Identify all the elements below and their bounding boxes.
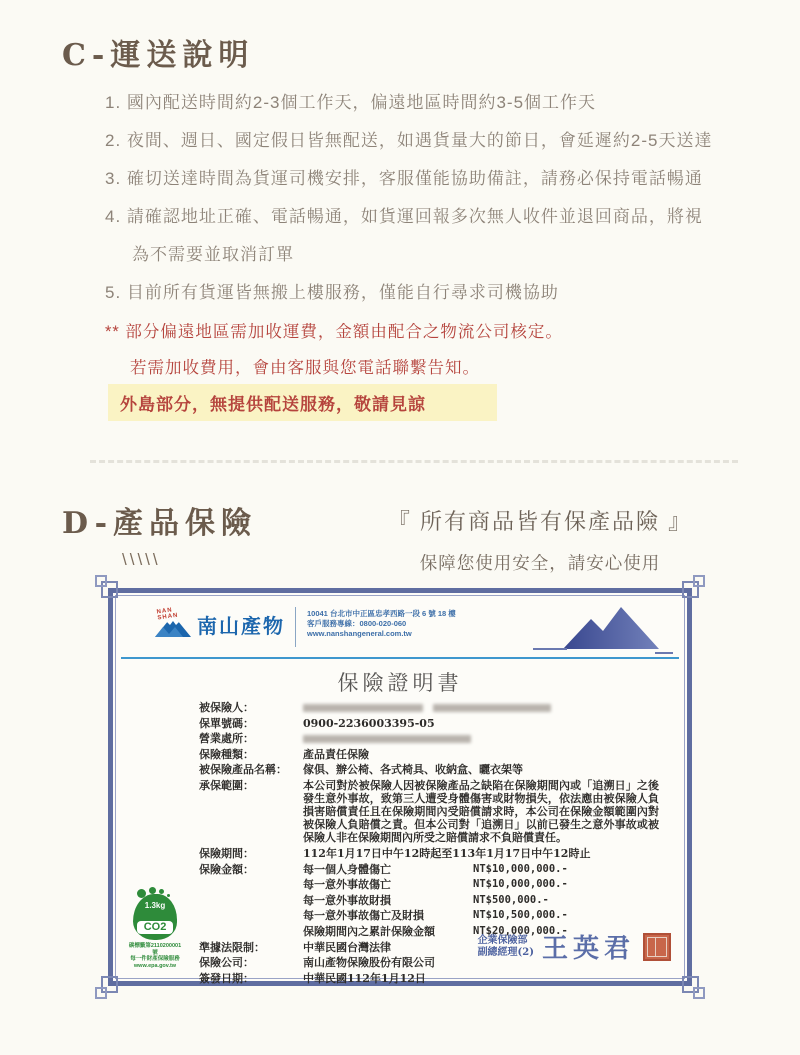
carbon-label-text: 碳標籤第2110200001號 每一件財產保險服務 www.epa.gov.tw: [128, 943, 182, 969]
field-insured: 被保險人：: [199, 701, 659, 714]
nanshan-mountain-icon: NAN SHAN: [153, 607, 193, 641]
field-insured-products: 被保險產品名稱： 傢俱、辦公椅、各式椅具、收納盒、曬衣架等: [199, 763, 523, 776]
signature-seal-icon: [643, 933, 671, 961]
amount-row: 保險期間內之累計保險金額 NT$20,000,000.-: [303, 924, 568, 938]
insurance-certificate: [108, 588, 692, 986]
field-issue-date: 簽發日期： 中華民國112年1月12日: [199, 971, 426, 985]
surcharge-note: ** 部分偏遠地區需加收運費，金額由配合之物流公司核定。: [105, 323, 563, 341]
field-insurance-type: 保險種類： 產品責任保險: [199, 747, 369, 761]
amount-row: 保險金額： 每一個人身體傷亡 NT$10,000,000.-: [199, 862, 568, 876]
surcharge-note-2: 若需加收費用，會由客服與您電話聯繫告知。: [130, 359, 480, 377]
certificate-title: 保險證明書: [337, 671, 463, 695]
shipping-instruction-list: [105, 84, 765, 312]
certificate-corner-ornament: [101, 976, 118, 993]
list-item: 1. 國內配送時間約2-3個工作天，偏遠地區時間約3-5個工作天: [105, 93, 597, 112]
list-item: 5. 目前所有貨運皆無搬上樓服務，僅能自行尋求司機協助: [105, 283, 559, 302]
section-d-title: D-產品保險: [62, 506, 258, 541]
amount-row: 每一意外事故財損 NT$500,000.-: [303, 893, 549, 907]
nanshan-logo: [153, 607, 285, 641]
amount-row: 每一意外事故傷亡 NT$10,000,000.-: [303, 878, 568, 891]
company-website: www.nanshangeneral.com.tw: [307, 629, 412, 638]
header-blue-line: [121, 657, 679, 659]
brand-name: 南山產物: [197, 615, 285, 638]
slogan-quote: 『 所有商品皆有保產品險 』: [387, 509, 693, 534]
amount-row: 每一意外事故傷亡及財損 NT$10,500,000.-: [303, 909, 568, 922]
insurance-slogan: [380, 505, 700, 575]
list-item: 4. 請確認地址正確、電話暢通，如貨運回報多次無人收件並退回商品，將視 為不需要並取消訂單: [105, 207, 703, 264]
signer-department: 企業保險部 副總經理(2): [477, 934, 534, 958]
section-divider: [90, 460, 738, 463]
section-c-title: C-運送說明: [62, 38, 255, 73]
service-hotline: 客戶服務專線：0800-020-060: [307, 619, 407, 628]
header-separator: [295, 607, 296, 647]
decorative-slashes: \\\\\: [122, 550, 161, 569]
carbon-footprint-label: [127, 894, 183, 969]
slogan-subtitle: 保障您使用安全，請安心使用: [419, 553, 661, 573]
certificate-corner-ornament: [682, 976, 699, 993]
field-policy-number: 保單號碼： 0900-2236003395-05: [199, 716, 435, 730]
carbon-footprint-icon: 1.3kg CO2: [133, 894, 177, 940]
certificate-corner-ornament: [682, 581, 699, 598]
company-address: 10041 台北市中正區忠孝西路一段 6 號 18 樓: [307, 609, 456, 618]
field-insurer: 保險公司： 南山產物保險股份有限公司: [199, 956, 435, 969]
field-coverage: 承保範圍： 本公司對於被保險人因被保險產品之缺陷在保險期間內或「追溯日」之後發生意外事故，致第三人遭受身體傷害或財物損失，依法應由被保險人負損害賠償責任且在保險期間內受賠償請求時，本公司在保險金額範圍內對被保險人負賠償之責。但本公司對「追溯日」以前已發生之意外事故或被保險人非在保險期間內所受之賠償請求不負賠償責任。: [199, 779, 659, 844]
list-item: 2. 夜間、週日、國定假日皆無配送，如遇貨量大的節日，會延遲約2-5天送達: [105, 131, 713, 150]
field-governing-law: 準據法限制： 中華民國台灣法律: [199, 940, 391, 954]
field-period: 保險期間： 112年1月17日中午12時起至113年1月17日中午12時止: [199, 847, 591, 860]
list-item: 3. 確切送達時間為貨運司機安排，客服僅能協助備註，請務必保持電話暢通: [105, 169, 703, 188]
outlying-island-notice: 外島部分，無提供配送服務，敬請見諒: [108, 384, 497, 421]
certificate-corner-ornament: [101, 581, 118, 598]
signature-block: [478, 928, 671, 965]
redacted-value: [303, 701, 659, 714]
field-business-office: 營業處所：: [199, 732, 659, 745]
redacted-value: [303, 732, 659, 745]
company-contact-block: [307, 609, 456, 639]
signer-name: 王英君: [541, 934, 635, 964]
mountain-graphic-icon: [533, 599, 673, 661]
